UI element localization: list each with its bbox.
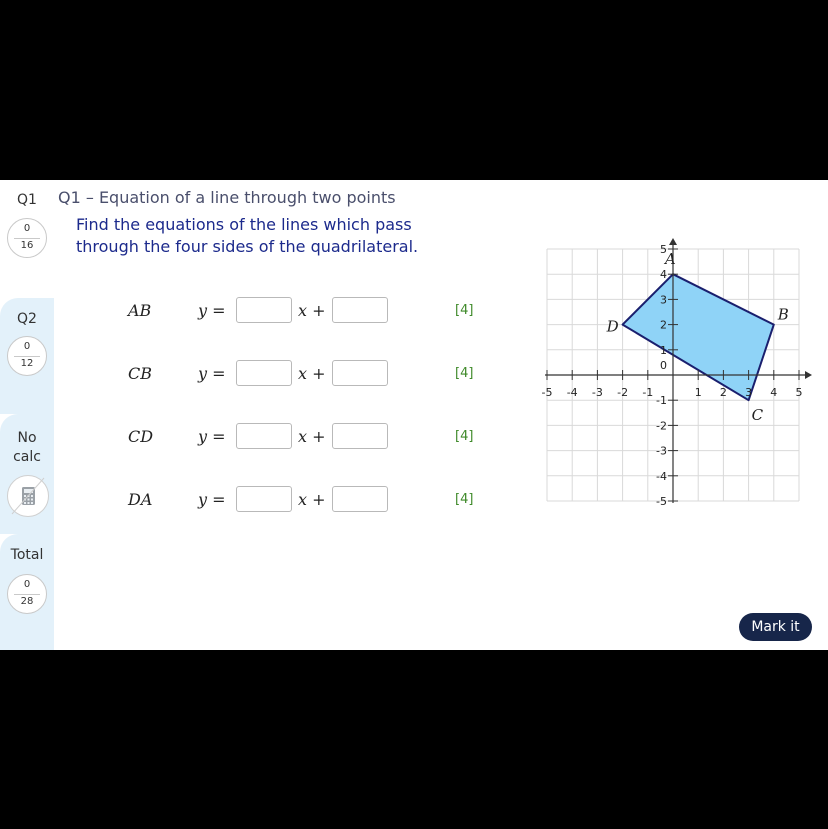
- question-title: Q1 – Equation of a line through two points: [58, 188, 396, 207]
- y-tick-label: 4: [660, 268, 667, 282]
- y-tick-label: -5: [656, 495, 667, 508]
- sidebar-tab-total[interactable]: [0, 534, 54, 650]
- y-equals-label: y =: [198, 427, 226, 446]
- sidebar-tab-no-calc[interactable]: [0, 414, 54, 534]
- x-tick-label: -5: [541, 386, 553, 399]
- coordinate-grid: [535, 218, 815, 508]
- calculator-icon: [7, 475, 49, 517]
- segment-label: AB: [128, 301, 152, 320]
- vertex-label-d: D: [606, 317, 619, 336]
- y-axis-arrow-icon: [669, 238, 677, 245]
- sidebar-tab-q2-label: Q2: [17, 311, 37, 327]
- y-tick-label: -1: [656, 394, 667, 408]
- intercept-input[interactable]: [332, 297, 388, 323]
- x-tick-label: 1: [694, 386, 702, 399]
- y-tick-label: 1: [660, 343, 667, 357]
- q1-max-score: 16: [20, 240, 34, 251]
- slope-input[interactable]: [236, 486, 292, 512]
- total-max-score: 28: [20, 596, 34, 607]
- vertex-label-a: A: [665, 250, 676, 269]
- sidebar-tab-q1[interactable]: [0, 180, 54, 298]
- total-label: Total: [10, 547, 44, 563]
- segment-label: DA: [128, 490, 153, 509]
- mark-it-button[interactable]: Mark it: [739, 613, 812, 641]
- x-tick-label: 5: [795, 386, 803, 399]
- intercept-input[interactable]: [332, 423, 388, 449]
- total-score-badge: [7, 574, 47, 614]
- y-equals-label: y =: [198, 364, 226, 383]
- marks-label: [4]: [455, 303, 474, 318]
- no-calc-label-1: No: [17, 430, 37, 446]
- segment-label: CB: [128, 364, 152, 383]
- marks-label: [4]: [455, 492, 474, 507]
- y-equals-label: y =: [198, 301, 226, 320]
- q2-score: 0: [23, 341, 31, 352]
- slope-input[interactable]: [236, 423, 292, 449]
- x-axis-arrow-icon: [805, 371, 812, 379]
- x-plus-label: x +: [298, 490, 326, 509]
- y-tick-label: -4: [656, 469, 667, 483]
- origin-label: 0: [660, 359, 667, 372]
- sidebar-tab-q2[interactable]: [0, 298, 54, 414]
- segment-label: CD: [128, 427, 154, 446]
- slope-input[interactable]: [236, 297, 292, 323]
- x-tick-label: -3: [591, 386, 603, 399]
- y-tick-label: 2: [660, 318, 667, 332]
- sidebar-tab-q1-label: Q1: [17, 192, 37, 208]
- x-plus-label: x +: [298, 427, 326, 446]
- q2-max-score: 12: [20, 358, 34, 369]
- intercept-input[interactable]: [332, 360, 388, 386]
- y-equals-label: y =: [198, 490, 226, 509]
- x-tick-label: -2: [617, 386, 629, 399]
- y-tick-label: 3: [660, 293, 667, 307]
- marks-label: [4]: [455, 366, 474, 381]
- y-tick-label: -3: [656, 444, 667, 458]
- x-tick-label: 2: [719, 386, 727, 399]
- q1-score-badge: [7, 218, 47, 258]
- x-tick-label: 3: [745, 386, 753, 399]
- question-instruction: Find the equations of the lines which pass through the four sides of the quadrilateral.: [76, 215, 419, 256]
- x-tick-label: 4: [770, 386, 778, 399]
- q1-score: 0: [23, 223, 31, 234]
- total-score: 0: [23, 579, 31, 590]
- slope-input[interactable]: [236, 360, 292, 386]
- x-plus-label: x +: [298, 301, 326, 320]
- y-tick-label: -2: [656, 419, 667, 433]
- vertex-label-c: C: [751, 406, 764, 425]
- x-plus-label: x +: [298, 364, 326, 383]
- marks-label: [4]: [455, 429, 474, 444]
- vertex-label-b: B: [777, 305, 789, 324]
- no-calc-label-2: calc: [13, 449, 41, 465]
- x-tick-label: -4: [566, 386, 578, 399]
- question-sidebar: [0, 180, 54, 650]
- x-tick-label: -1: [642, 386, 654, 399]
- intercept-input[interactable]: [332, 486, 388, 512]
- y-tick-label: 5: [660, 243, 667, 256]
- q2-score-badge: [7, 336, 47, 376]
- question-screen: [0, 180, 828, 650]
